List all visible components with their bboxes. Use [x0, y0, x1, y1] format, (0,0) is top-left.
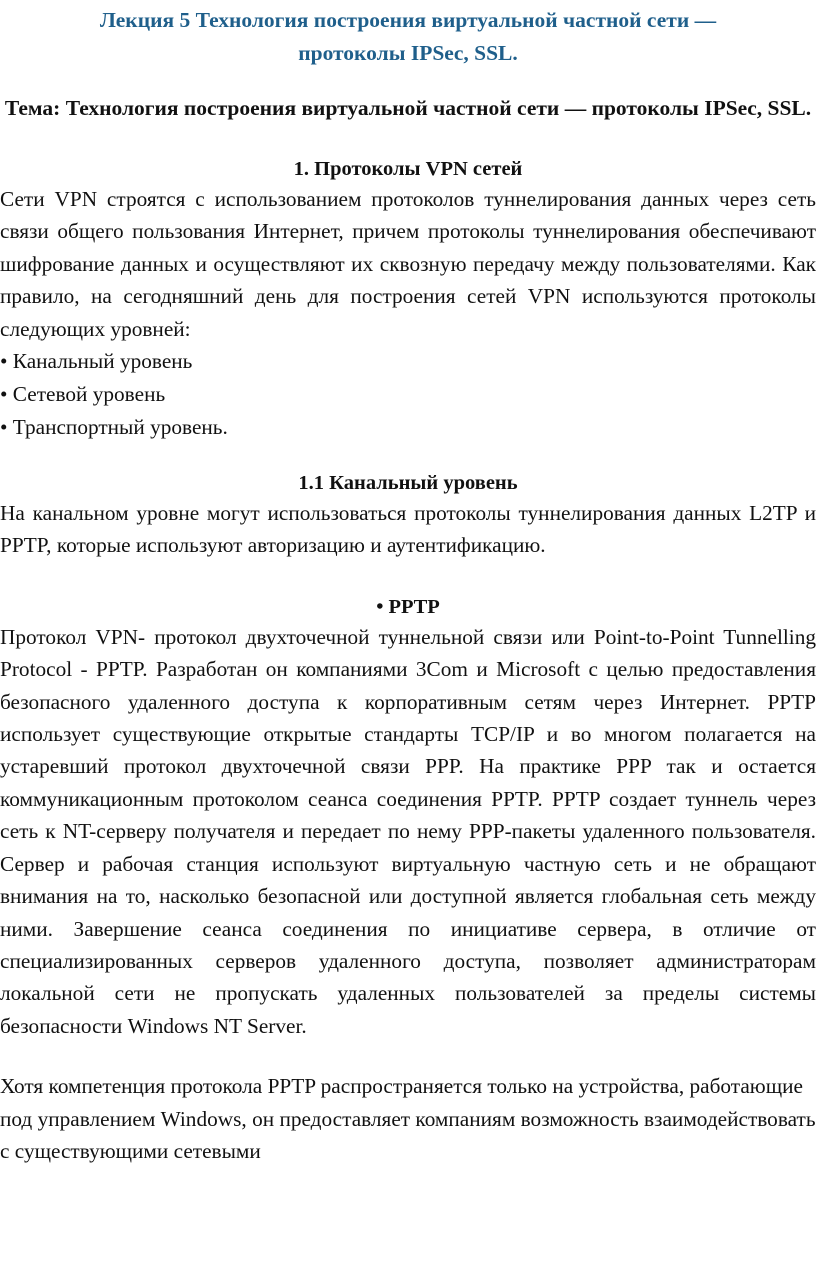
section-heading-pptp: • PPTP	[376, 595, 440, 618]
list-item: • Транспортный уровень.	[0, 415, 228, 440]
section-pptp	[0, 593, 816, 1168]
layers-list	[0, 345, 816, 444]
section-heading-vpn-protocols: 1. Протоколы VPN сетей	[293, 158, 523, 180]
section-data-link-layer	[0, 469, 816, 562]
section-heading-data-link-layer: 1.1 Канальный уровень	[298, 472, 518, 495]
paragraph-data-link-layer: На канальном уровне могут использоваться протоколы туннелирования данных L2TP и PPTP, которые используют авторизацию и аутентификацию.	[0, 501, 816, 558]
list-item: • Сетевой уровень	[0, 382, 166, 407]
list-item: • Канальный уровень	[0, 349, 193, 374]
section-vpn-protocols	[0, 155, 816, 444]
paragraph-vpn-intro: Сети VPN строятся с использованием протоколов туннелирования данных через сеть связи общего пользования Интернет, причем протоколы туннелирования обеспечивают шифрование данных и осуществляют их сквозную передачу между пользователями. Как правило, на сегодняшний день для построения сетей VPN используются протоколы следующих уровней:	[0, 187, 816, 341]
topic-heading: Тема: Технология построения виртуальной частной сети — протоколы IPSec, SSL.	[4, 96, 812, 120]
lecture-title: Лекция 5 Технология построения виртуальной частной сети — протоколы IPSec, SSL.	[99, 8, 717, 65]
paragraph-pptp-compatibility: Хотя компетенция протокола PPTP распространяется только на устройства, работающие под управлением Windows, он предоставляет компаниям возможность взаимодействовать с существующими сетевыми	[0, 1074, 816, 1163]
paragraph-pptp-description: Протокол VPN- протокол двухточечной туннельной связи или Point-to-Point Tunnelling Protocol - PPTP. Разработан он компаниями 3Com и Microsoft с целью предоставления безопасного удаленного доступа к корпоративным сетям через Интернет. PPTP использует существующие открытые стандарты TCP/IP и во многом полагается на устаревший протокол двухточечной связи PPP. На практике PPP так и остается коммуникационным протоколом сеанса соединения PPTP. PPTP создает туннель через сеть к NT-серверу получателя и передает по нему PPP-пакеты удаленного пользователя. Сервер и рабочая станция используют виртуальную частную сеть и не обращают внимания на то, насколько безопасной или доступной является глобальная сеть между ними. Завершение сеанса соединения по инициативе сервера, в отличие от специализированных серверов удаленного доступа, позволяет администраторам локальной сети не пропускать удаленных пользователей за пределы системы безопасности Windows NT Server.	[0, 624, 816, 1038]
